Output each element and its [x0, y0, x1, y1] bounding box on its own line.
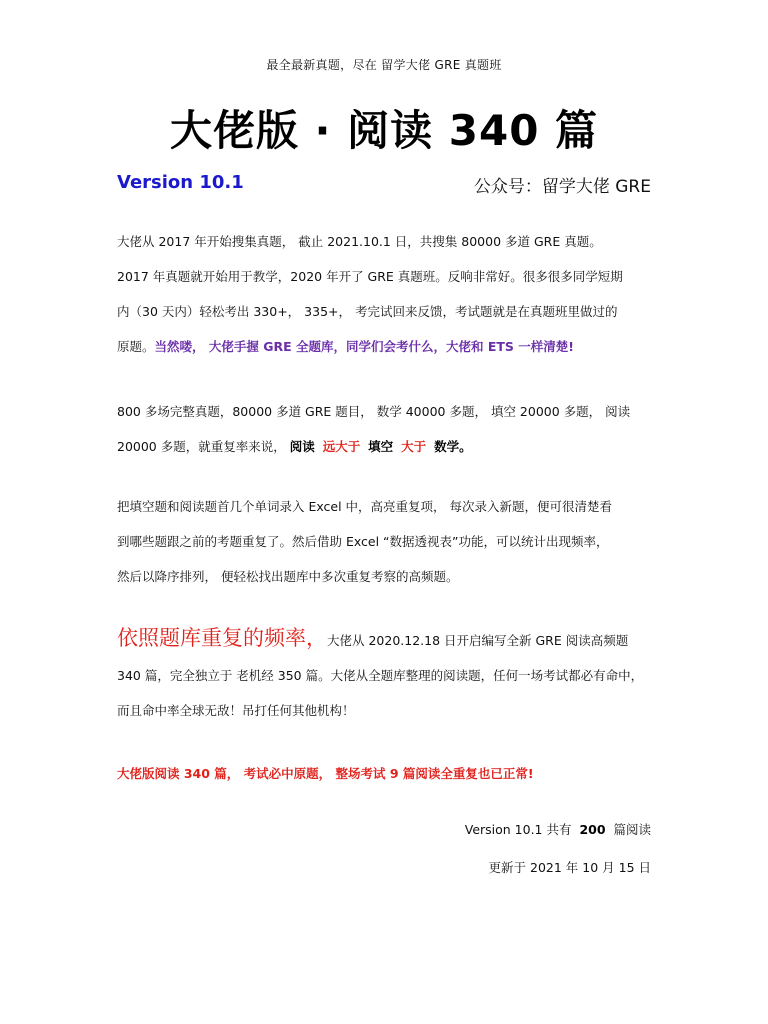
- intro-line: 内（30 天内）轻松考出 330+， 335+， 考完试回来反馈，考试题就是在真题班里做过的: [117, 304, 618, 319]
- frequency-lead: 依照题库重复的频率，: [117, 626, 327, 650]
- intro-text: 原题。: [117, 339, 155, 354]
- article-count-suffix: 篇阅读: [613, 822, 651, 837]
- frequency-line: 而且命中率全球无敌！吊打任何其他机构！: [117, 703, 355, 718]
- stats-paragraph: [117, 402, 657, 472]
- stats-line: [117, 437, 657, 472]
- stats-fill: 填空: [368, 439, 394, 454]
- article-count: [465, 820, 651, 838]
- method-line: 然后以降序排列， 便轻松找出题库中多次重复考察的高频题。: [117, 569, 459, 584]
- stats-line: 800 多场完整真题，80000 多道 GRE 题目， 数学 40000 多题， 填空 20000 多题， 阅读: [117, 404, 631, 419]
- intro-line: 大佬从 2017 年开始搜集真题， 截止 2021.10.1 日，共搜集 80000 多道 GRE 真题。: [117, 234, 602, 249]
- article-count-value: 200: [579, 822, 606, 837]
- intro-line: 2017 年真题就开始用于教学，2020 年开了 GRE 真题班。反响非常好。很多很多同学短期: [117, 269, 623, 284]
- header-tagline: 最全最新真题，尽在 留学大佬 GRE 真题班: [266, 58, 502, 72]
- frequency-line: 340 篇，完全独立于 老机经 350 篇。大佬从全题库整理的阅读题，任何一场考试都必有命中，: [117, 668, 644, 683]
- version-label: Version 10.1: [117, 172, 244, 193]
- updated-date: 更新于 2021 年 10 月 15 日: [488, 860, 651, 875]
- frequency-text: 大佬从 2020.12.18 日开启编写全新 GRE 阅读高频题: [327, 633, 629, 648]
- stats-text: 20000 多题，就重复率来说，: [117, 439, 290, 454]
- frequency-paragraph: [117, 628, 657, 736]
- stats-far-greater: 远大于: [322, 439, 361, 454]
- stats-math: 数学。: [434, 439, 472, 454]
- method-line: 把填空题和阅读题首几个单词录入 Excel 中，高亮重复项， 每次录入新题，便可很清楚看: [117, 499, 613, 514]
- account-label: 公众号：留学大佬 GRE: [473, 177, 651, 197]
- stats-reading: 阅读: [289, 439, 315, 454]
- intro-paragraph: [117, 232, 657, 372]
- article-count-prefix: Version 10.1 共有: [464, 822, 572, 837]
- method-line: 到哪些题跟之前的考题重复了。然后借助 Excel “数据透视表”功能，可以统计出现频率，: [117, 534, 609, 549]
- intro-highlight: 当然喽， 大佬手握 GRE 全题库，同学们会考什么，大佬和 ETS 一样清楚!: [154, 339, 574, 354]
- stats-greater: 大于: [401, 439, 427, 454]
- highlight-claim: 大佬版阅读 340 篇， 考试必中原题， 整场考试 9 篇阅读全重复也已正常!: [117, 766, 534, 781]
- frequency-line: [117, 628, 657, 666]
- intro-line: [117, 337, 657, 372]
- page-title: 大佬版 · 阅读 340 篇: [169, 106, 599, 155]
- method-paragraph: [117, 497, 657, 602]
